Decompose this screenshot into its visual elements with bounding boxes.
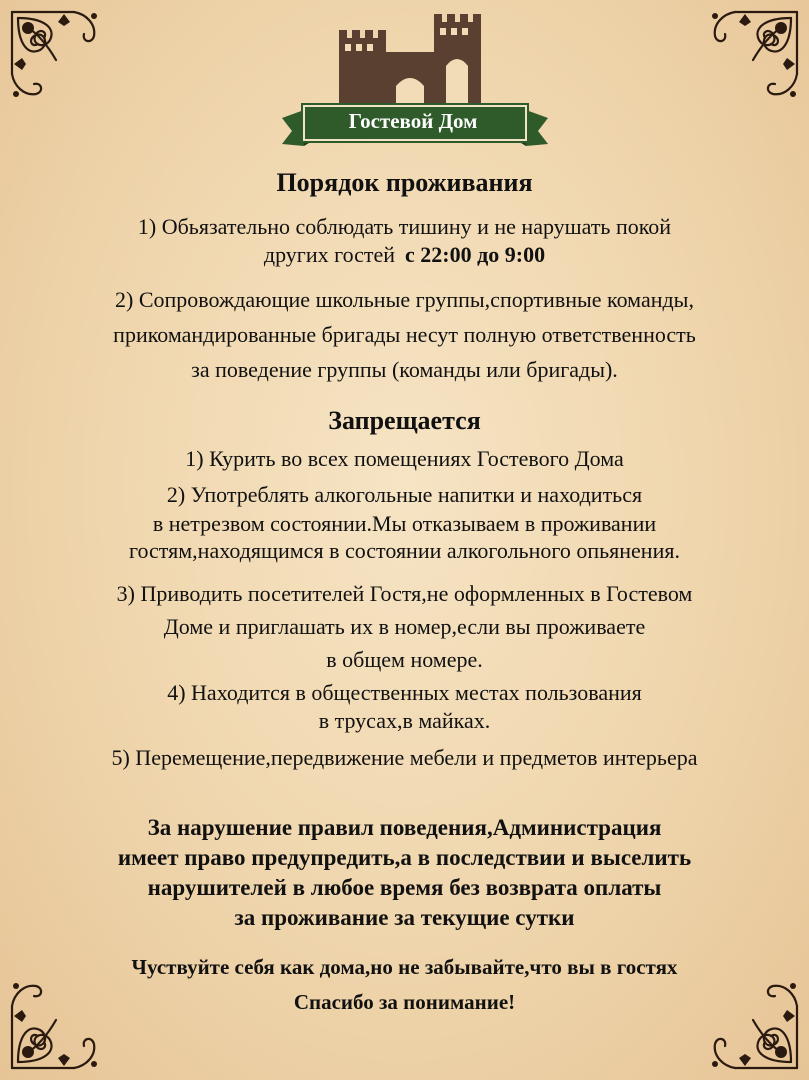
prohibited-3-line-2: Доме и приглашать их в номер,если вы проживаете <box>163 614 646 639</box>
corner-ornament-icon <box>4 966 114 1076</box>
warning-line-4: за проживание за текущие сутки <box>234 905 575 930</box>
closing-line-1: Чуствуйте себя как дома,но не забывайте,что вы в гостях <box>131 955 678 979</box>
warning-line-2: имеет право предупредить,а в последствии и выселить <box>117 845 692 870</box>
prohibited-2-line-1: 2) Употреблять алкогольные напитки и находиться <box>166 482 643 507</box>
prohibited-heading: Запрещается <box>328 406 481 435</box>
rule-2-line-2: прикомандированные бригады несут полную ответственность <box>113 322 696 347</box>
warning-line-3: нарушителей в любое время без возврата оплаты <box>147 875 662 900</box>
guesthouse-logo <box>0 0 809 160</box>
rule-1-text: других гостей <box>263 242 396 267</box>
thanks-line: Спасибо за понимание! <box>293 990 516 1014</box>
prohibited-2-line-3: гостям,находящимся в состоянии алкогольного опьянения. <box>129 538 680 563</box>
prohibited-5: 5) Перемещение,передвижение мебели и предметов интерьера <box>111 745 698 770</box>
rule-2-line-1: 2) Сопровождающие школьные группы,спортивные команды, <box>115 287 694 312</box>
warning-line-1: За нарушение правил поведения,Администрация <box>147 815 662 840</box>
prohibited-4-line-1: 4) Находится в общественных местах пользования <box>167 680 642 705</box>
prohibited-3-line-1: 3) Приводить посетителей Гостя,не оформленных в Гостевом <box>116 581 693 606</box>
quiet-hours: с 22:00 до 9:00 <box>405 242 546 267</box>
banner-title: Гостевой Дом <box>348 109 478 133</box>
prohibited-2-line-2: в нетрезвом состоянии.Мы отказываем в проживании <box>152 511 657 536</box>
prohibited-4-line-2: в трусах,в майках. <box>318 708 491 733</box>
rules-heading: Порядок проживания <box>276 168 533 197</box>
rule-1-line-2 <box>0 242 809 268</box>
prohibited-1: 1) Курить во всех помещениях Гостевого Дома <box>185 446 624 471</box>
rule-1-line-1: 1) Обьязательно соблюдать тишину и не нарушать покой <box>137 214 672 239</box>
prohibited-3-line-3: в общем номере. <box>326 647 483 672</box>
rule-2-line-3: за поведение группы (команды или бригады). <box>191 357 618 382</box>
corner-ornament-icon <box>695 966 805 1076</box>
